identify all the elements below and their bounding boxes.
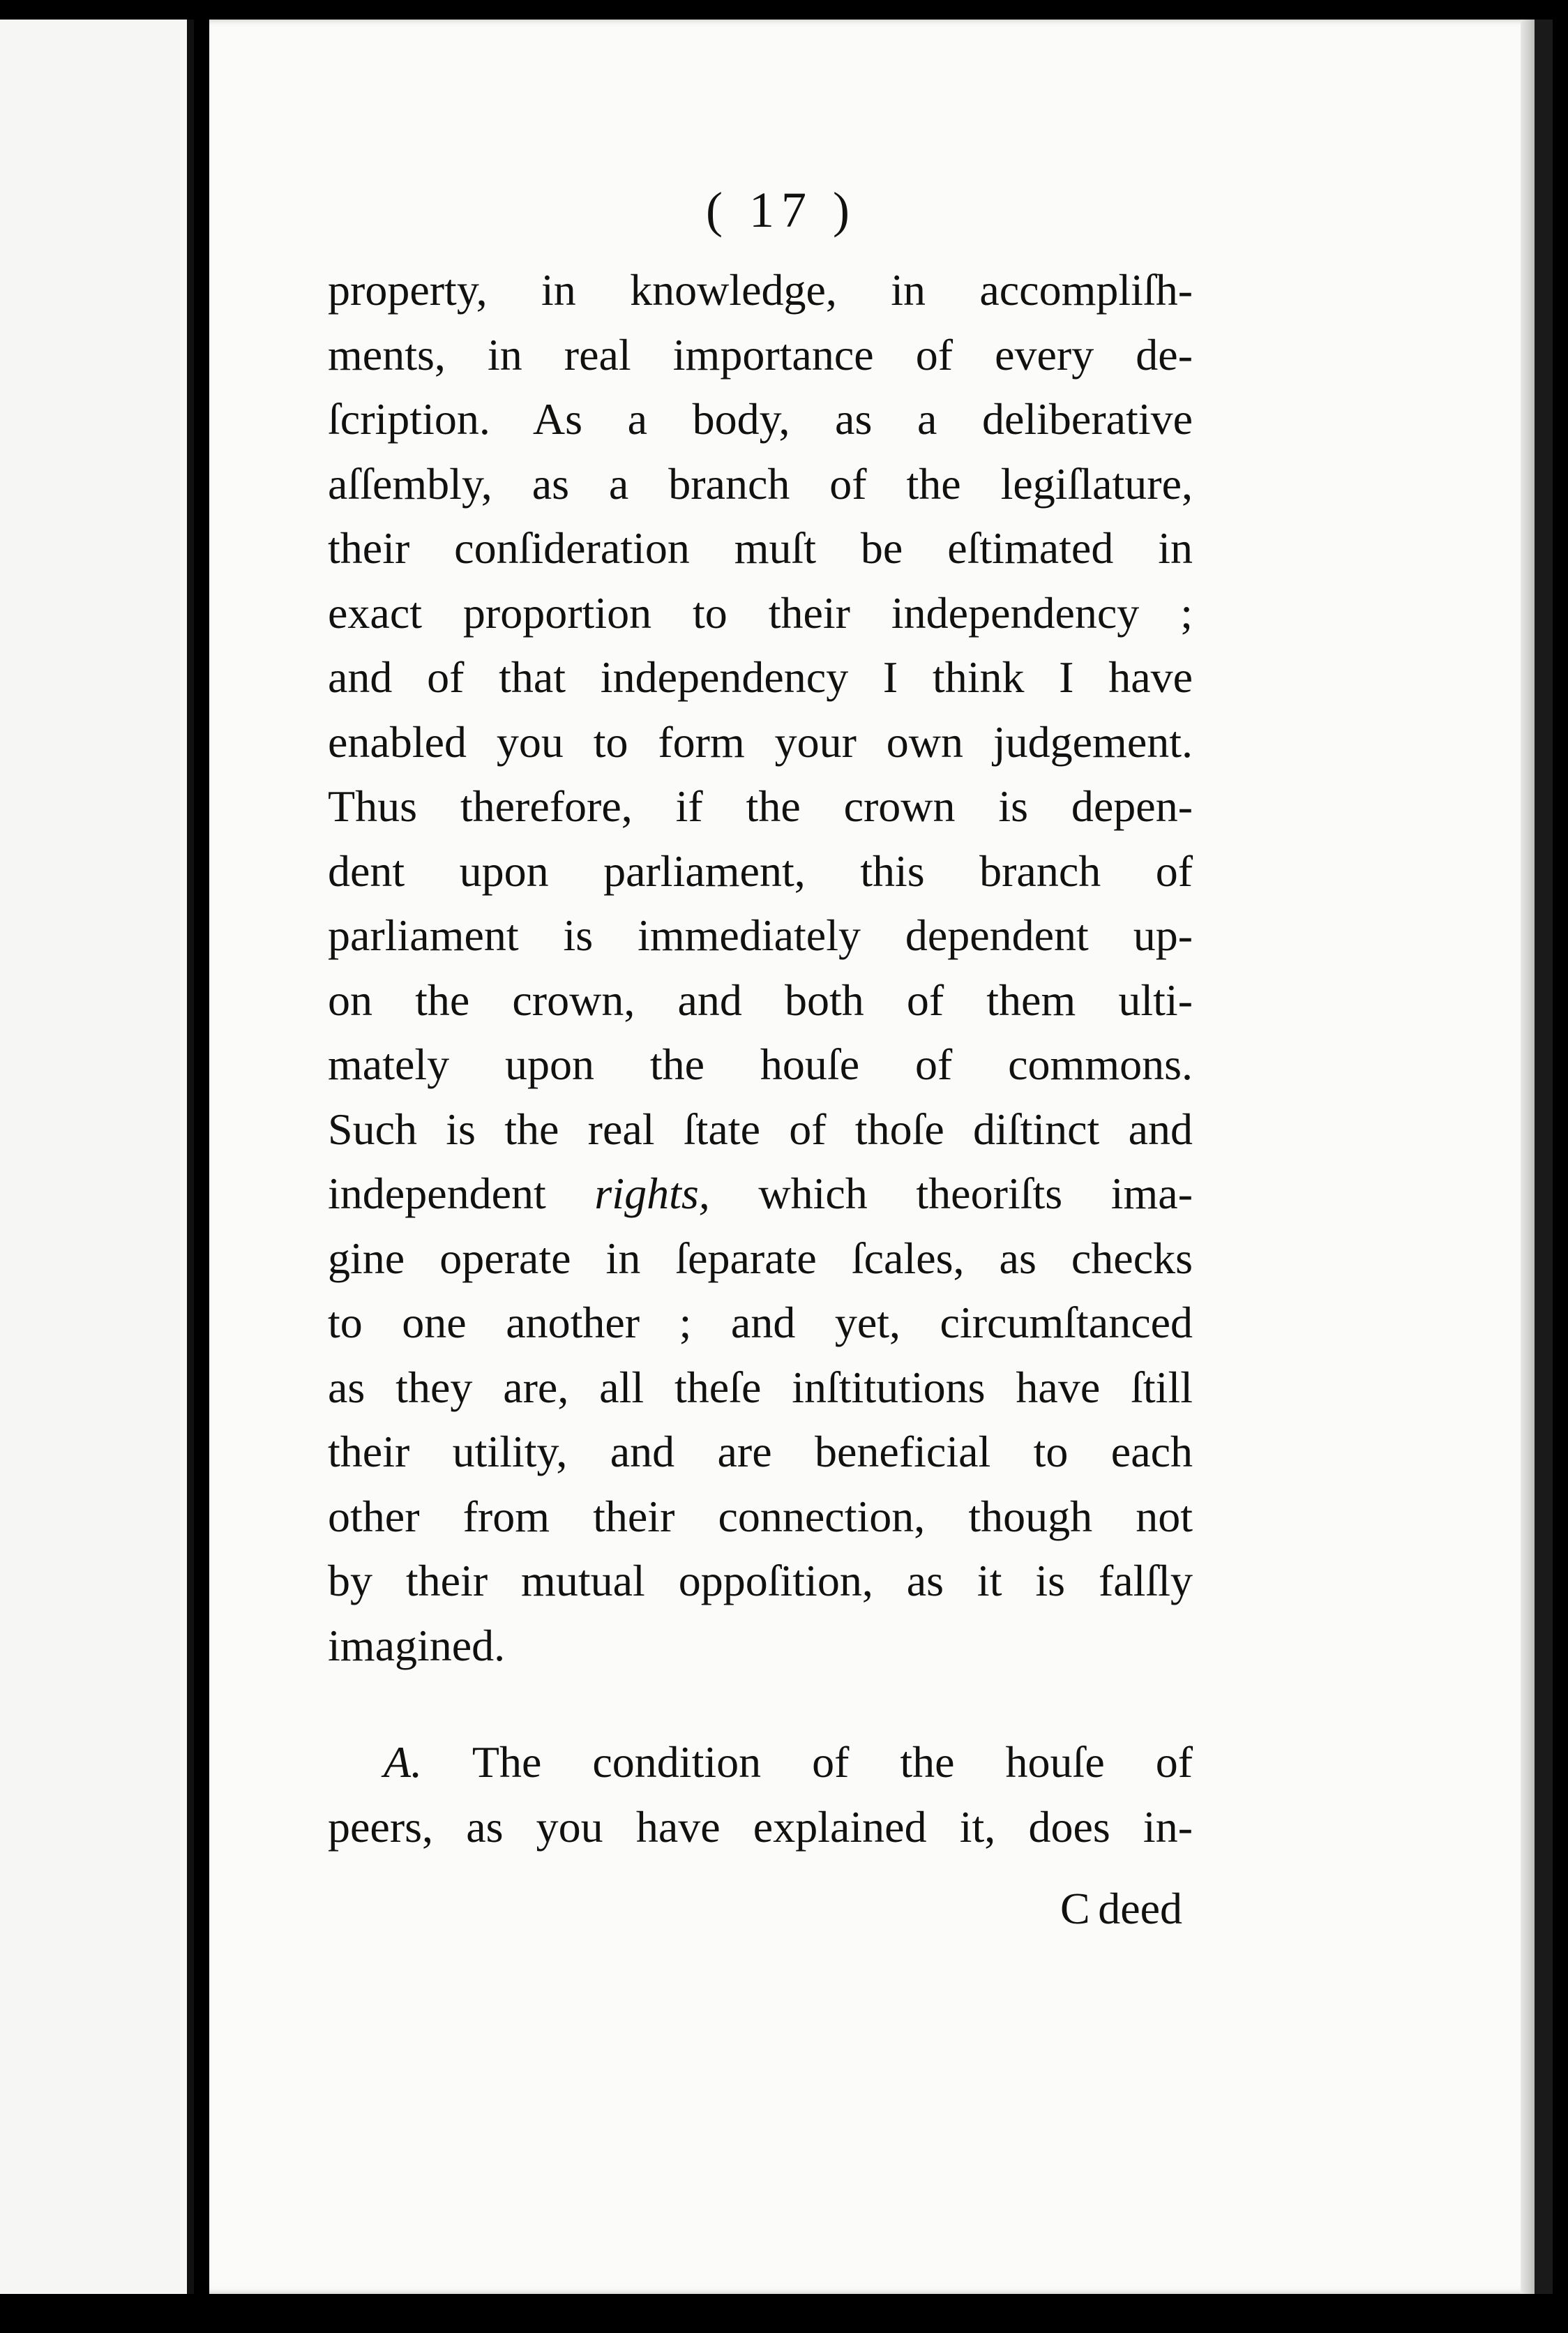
text-line: their conſideration muſt be eſtimated in xyxy=(328,523,1193,573)
text-segment: The condition of the houſe of xyxy=(422,1737,1193,1787)
facing-page xyxy=(0,20,194,2294)
text-segment: independent xyxy=(328,1169,595,1218)
body-text xyxy=(328,258,1193,1859)
text-segment: which theoriſts ima- xyxy=(709,1169,1193,1218)
text-line: other from their connection, though not xyxy=(328,1491,1193,1541)
text-line: by their mutual oppoſition, as it is falſly xyxy=(328,1556,1193,1605)
text-line: aſſembly, as a branch of the legiſlature, xyxy=(328,458,1193,509)
text-line: and of that independency I think I have xyxy=(328,652,1193,702)
text-line: parliament is immediately dependent up- xyxy=(328,910,1193,960)
text-line: gine operate in ſeparate ſcales, as checks xyxy=(328,1233,1193,1283)
text-line: Thus therefore, if the crown is depen- xyxy=(328,781,1193,831)
catchword: deed xyxy=(1098,1884,1182,1933)
text-line: their utility, and are beneficial to each xyxy=(328,1427,1193,1476)
text-line: Such is the real ſtate of thoſe diſtinct and xyxy=(328,1104,1193,1154)
text-line: ments, in real importance of every de- xyxy=(328,329,1193,380)
text-line: exact proportion to their independency ; xyxy=(328,587,1193,638)
paragraph-gap xyxy=(328,1678,1193,1730)
page-number: ( 17 ) xyxy=(706,182,857,238)
text-line: property, in knowledge, in accompliſh- xyxy=(328,265,1193,315)
text-line: enabled you to form your own judgement. xyxy=(328,717,1193,767)
text-line: imagined. xyxy=(328,1620,506,1670)
catchline xyxy=(328,1877,1193,1941)
text-line: as they are, all theſe inſtitutions have ſtill xyxy=(328,1362,1193,1412)
text-line: peers, as you have explained it, does in- xyxy=(328,1801,1193,1852)
signature-mark: C xyxy=(1060,1884,1090,1933)
text-line-with-italic xyxy=(328,1162,1193,1226)
text-line: ſcription. As a body, as a deliberative xyxy=(328,394,1193,444)
text-line: dent upon parliament, this branch of xyxy=(328,846,1193,896)
text-line: on the crown, and both of them ulti- xyxy=(328,975,1193,1025)
italic-word: rights, xyxy=(594,1169,710,1218)
text-line: to one another ; and yet, circumſtanced xyxy=(328,1298,1193,1347)
text-line-speaker xyxy=(328,1730,1193,1795)
speaker-label: A. xyxy=(384,1737,423,1787)
text-line: mately upon the houſe of commons. xyxy=(328,1040,1193,1089)
